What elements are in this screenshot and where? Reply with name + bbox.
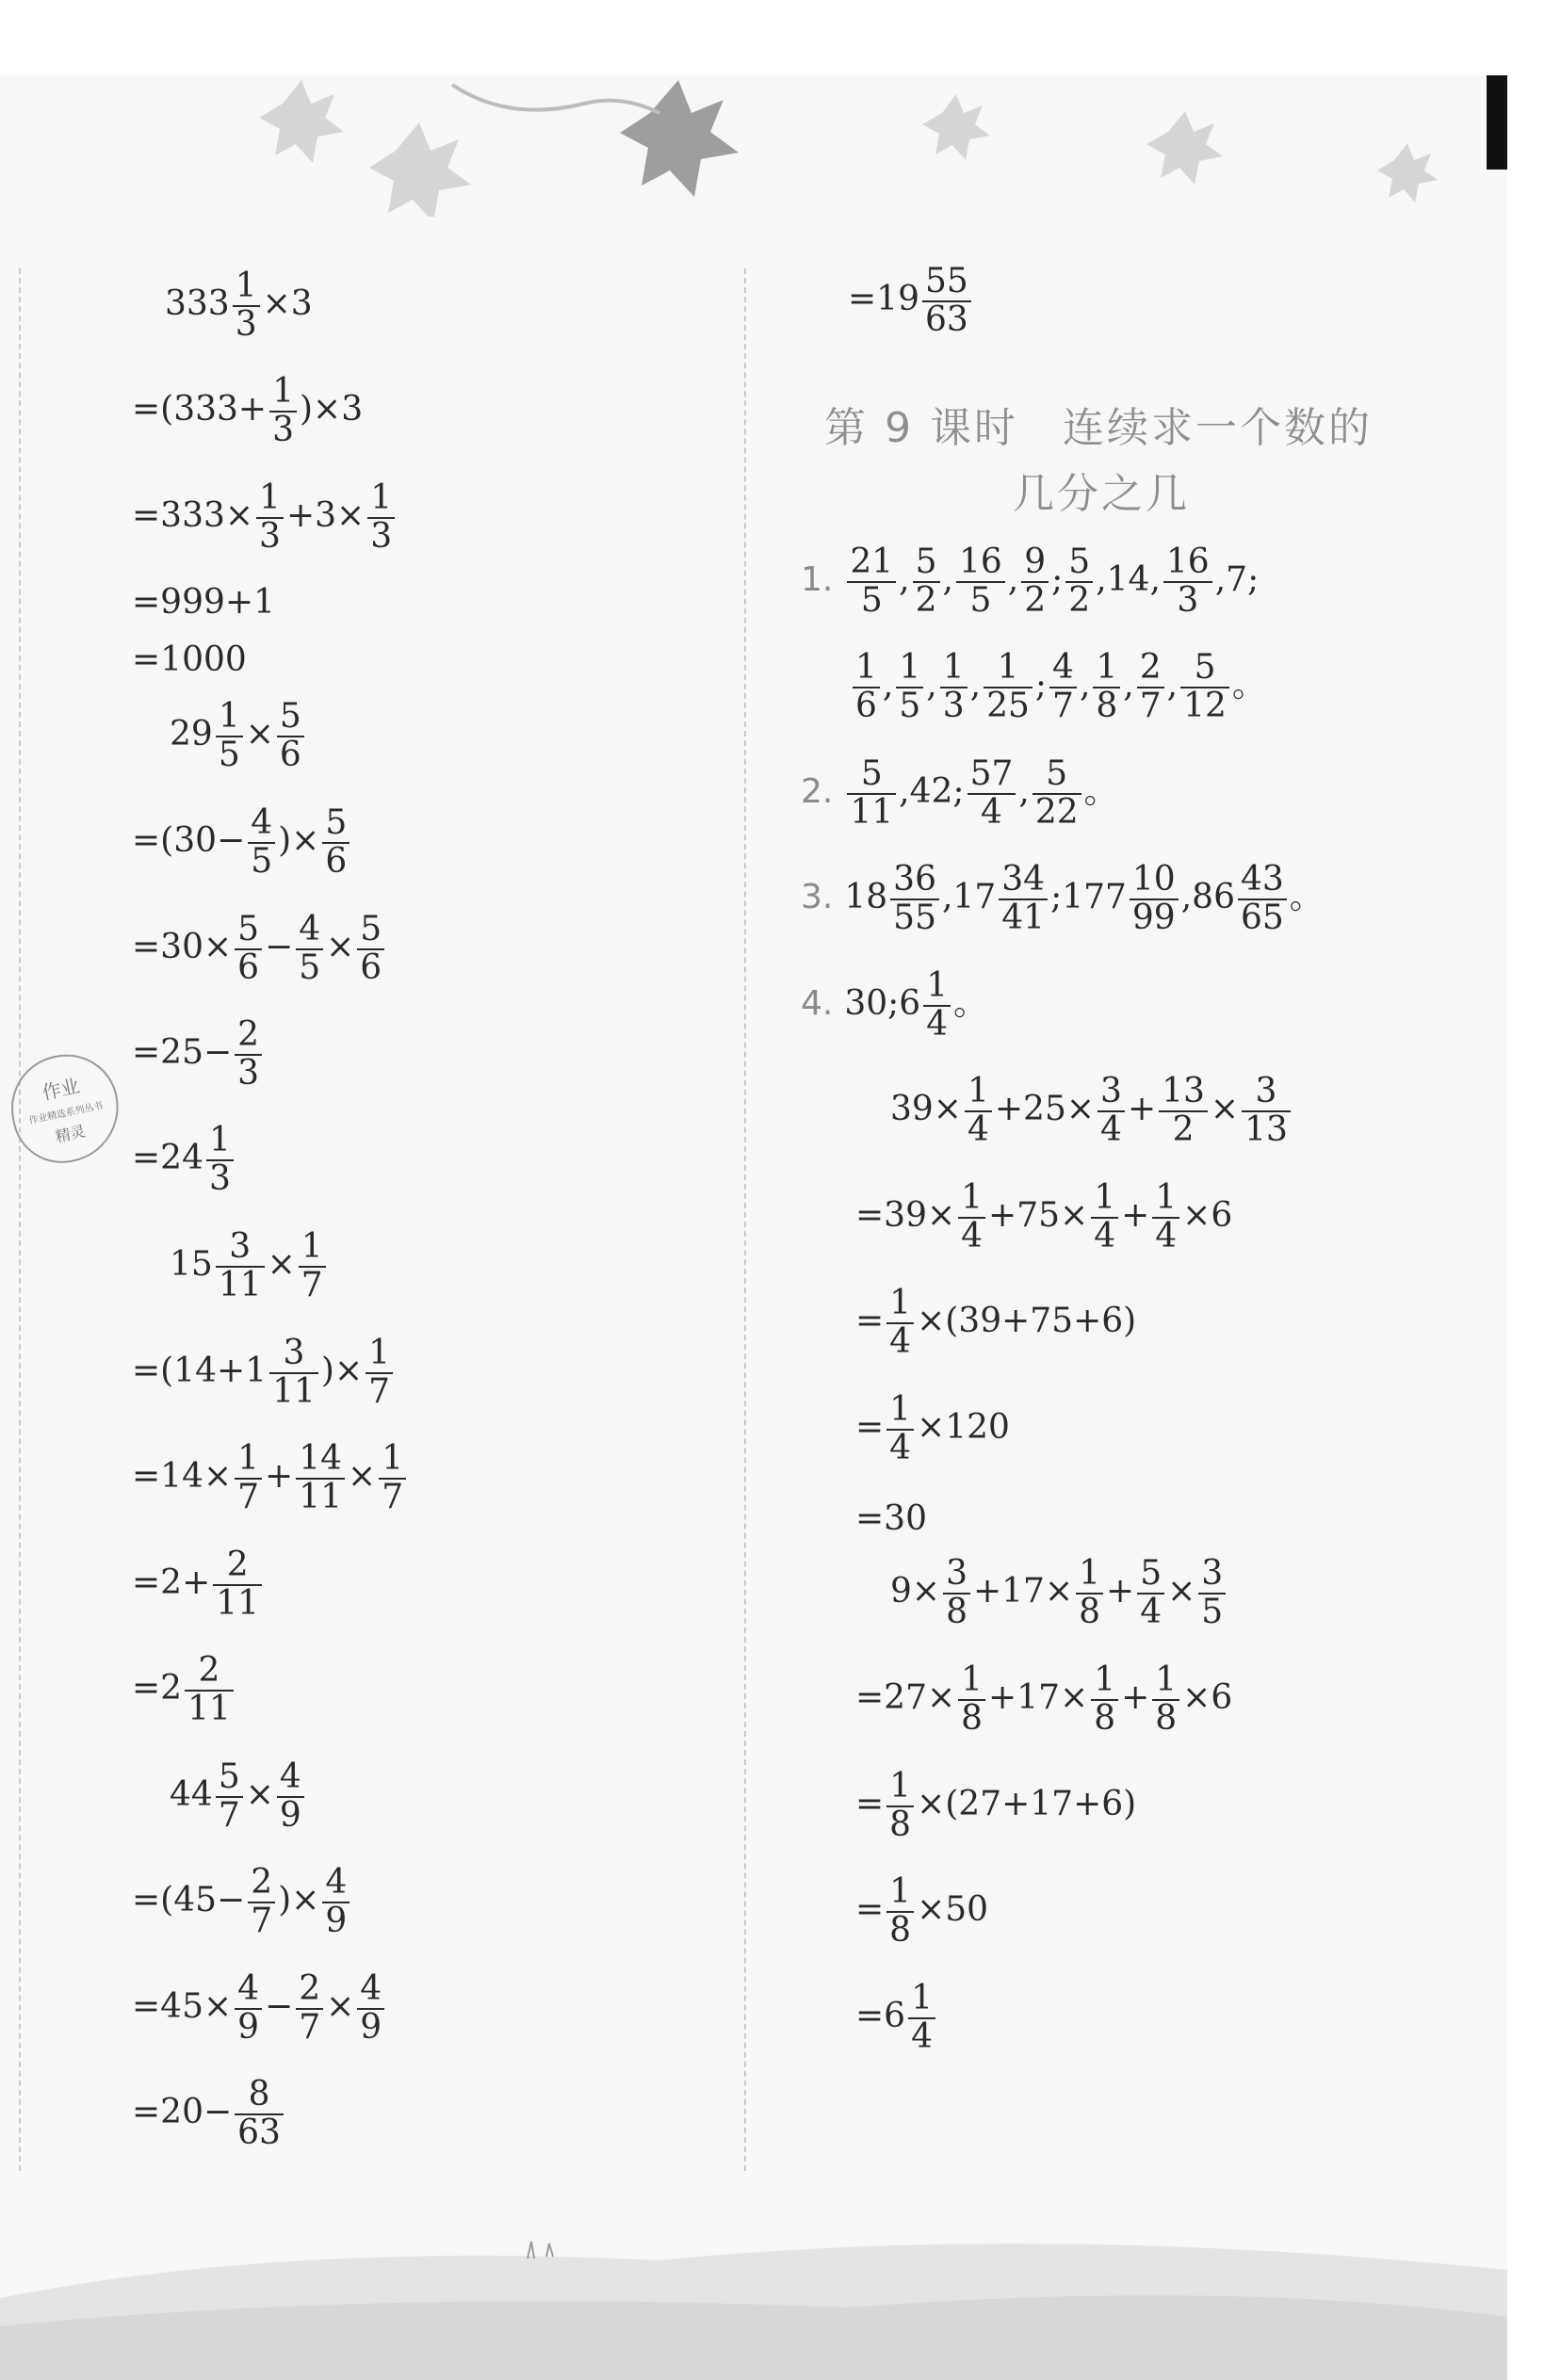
fraction: $\frac{1}{8}$ bbox=[1093, 650, 1120, 725]
question-1-line-2: $\frac{1}{6}$ , $\frac{1}{5}$ , $\frac{1}{3}$ , $\frac{1}{25}$ ; $\frac{4}{7}$ , $\frac{1}{8}$ , $\frac{2}{7}$ , $\frac{5}{12}$ 。 bbox=[850, 650, 1266, 725]
fraction: $\frac{10}{99}$ bbox=[1130, 862, 1179, 937]
right-line-2: =39× $\frac{1}{4}$ +75× $\frac{1}{4}$ + $\frac{1}{4}$ ×6 bbox=[855, 1178, 1233, 1255]
fraction: $\frac{8}{63}$ bbox=[235, 2077, 284, 2152]
fraction: $\frac{1}{4}$ bbox=[923, 968, 951, 1044]
fraction: $\frac{1}{5}$ bbox=[896, 650, 923, 725]
fraction: $\frac{1}{3}$ bbox=[940, 650, 967, 725]
fraction: $\frac{3}{11}$ bbox=[269, 1336, 318, 1411]
lesson-heading-line-1: 第 9 课时 连续求一个数的 bbox=[824, 404, 1373, 452]
fraction: $\frac{1}{4}$ bbox=[886, 1392, 914, 1467]
page-binding-edge bbox=[1487, 75, 1507, 170]
fraction: $\frac{3}{11}$ bbox=[216, 1229, 265, 1304]
right-line-7: =27× $\frac{1}{8}$ +17× $\frac{1}{8}$ + $\frac{1}{8}$ ×6 bbox=[855, 1660, 1233, 1738]
fraction: $\frac{34}{41}$ bbox=[999, 862, 1048, 937]
fraction: $\frac{1}{8}$ bbox=[886, 1769, 914, 1844]
fraction: $\frac{2}{7}$ bbox=[248, 1865, 275, 1940]
left-line-1: 333 $\frac{1}{3}$ ×3 bbox=[165, 267, 313, 344]
stamp-name: 精灵 bbox=[54, 1122, 88, 1146]
right-line-10: =6 $\frac{1}{4}$ bbox=[855, 1981, 938, 2056]
left-margin-line bbox=[19, 268, 21, 2171]
fraction: $\frac{1}{3}$ bbox=[233, 268, 260, 344]
right-line-8: = $\frac{1}{8}$ ×(27+17+6) bbox=[855, 1767, 1137, 1844]
fraction: $\frac{1}{5}$ bbox=[216, 699, 243, 774]
fraction: $\frac{55}{63}$ bbox=[922, 264, 971, 339]
question-3: 3. 18 $\frac{36}{55}$ ,17 $\frac{34}{41}$ ;177 $\frac{10}{99}$ ,86 $\frac{43}{65}$ 。 bbox=[801, 860, 1324, 937]
fraction: $\frac{36}{55}$ bbox=[890, 862, 939, 937]
left-line-5: =1000 bbox=[132, 640, 247, 679]
left-line-14: =2+ $\frac{2}{11}$ bbox=[132, 1547, 265, 1623]
fraction: $\frac{1}{7}$ bbox=[299, 1229, 326, 1304]
left-line-16: 44 $\frac{5}{7}$ × $\frac{4}{9}$ bbox=[170, 1759, 307, 1835]
fraction: $\frac{4}{9}$ bbox=[277, 1759, 304, 1835]
fraction: $\frac{57}{4}$ bbox=[967, 756, 1016, 832]
stamp-title: 作业 bbox=[40, 1074, 82, 1105]
fraction: $\frac{5}{2}$ bbox=[1065, 544, 1093, 620]
fraction: $\frac{4}{9}$ bbox=[235, 1971, 262, 2047]
fraction: $\frac{1}{8}$ bbox=[958, 1662, 985, 1738]
lesson-heading-line-2: 几分之几 bbox=[1013, 470, 1190, 518]
fraction: $\frac{5}{11}$ bbox=[847, 756, 896, 832]
question-3-number: 3. bbox=[801, 877, 834, 916]
fraction: $\frac{1}{3}$ bbox=[206, 1123, 234, 1198]
left-line-4: =999+1 bbox=[132, 583, 275, 622]
fraction: $\frac{1}{8}$ bbox=[1076, 1556, 1103, 1631]
left-line-6: 29 $\frac{1}{5}$ × $\frac{5}{6}$ bbox=[170, 699, 307, 774]
left-line-17: =(45− $\frac{2}{7}$ )× $\frac{4}{9}$ bbox=[132, 1865, 352, 1940]
fraction: $\frac{1}{8}$ bbox=[886, 1874, 914, 1950]
fraction: $\frac{4}{7}$ bbox=[1049, 650, 1077, 725]
fraction: $\frac{5}{6}$ bbox=[235, 912, 262, 987]
fraction: $\frac{13}{2}$ bbox=[1159, 1074, 1208, 1149]
fraction: $\frac{3}{4}$ bbox=[1098, 1074, 1125, 1149]
fraction: $\frac{2}{7}$ bbox=[296, 1971, 323, 2047]
stamp-subtitle: 作业精选系列丛书 bbox=[27, 1100, 105, 1127]
right-line-5: =30 bbox=[855, 1499, 927, 1538]
question-1-number: 1. bbox=[801, 559, 834, 599]
fraction: $\frac{1}{3}$ bbox=[269, 374, 297, 449]
left-line-15: =2 $\frac{2}{11}$ bbox=[132, 1653, 236, 1728]
fraction: $\frac{2}{11}$ bbox=[185, 1653, 234, 1728]
left-line-9: =25− $\frac{2}{3}$ bbox=[132, 1017, 265, 1093]
fraction: $\frac{9}{2}$ bbox=[1021, 544, 1049, 620]
fraction: $\frac{5}{22}$ bbox=[1033, 756, 1081, 832]
fraction: $\frac{1}{7}$ bbox=[366, 1336, 393, 1411]
left-line-11: 15 $\frac{3}{11}$ × $\frac{1}{7}$ bbox=[170, 1229, 329, 1304]
right-line-6: 9× $\frac{3}{8}$ +17× $\frac{1}{8}$ + $\frac{5}{4}$ × $\frac{3}{5}$ bbox=[890, 1556, 1228, 1631]
fraction: $\frac{1}{8}$ bbox=[1152, 1662, 1179, 1738]
fraction: $\frac{5}{2}$ bbox=[913, 544, 940, 620]
right-line-1: 39× $\frac{1}{4}$ +25× $\frac{3}{4}$ + $\frac{13}{2}$ × $\frac{3}{13}$ bbox=[890, 1074, 1293, 1149]
question-4-number: 4. bbox=[801, 983, 834, 1023]
left-line-10: =24 $\frac{1}{3}$ bbox=[132, 1123, 236, 1198]
fraction: $\frac{43}{65}$ bbox=[1238, 862, 1287, 937]
fraction: $\frac{2}{11}$ bbox=[213, 1547, 262, 1623]
fraction: $\frac{1}{3}$ bbox=[256, 480, 284, 556]
fraction: $\frac{4}{9}$ bbox=[322, 1865, 350, 1940]
left-line-3: =333× $\frac{1}{3}$ +3× $\frac{1}{3}$ bbox=[132, 480, 398, 556]
fraction: $\frac{1}{8}$ bbox=[1091, 1662, 1118, 1738]
left-line-8: =30× $\frac{5}{6}$ − $\frac{4}{5}$ × $\frac{5}{6}$ bbox=[132, 912, 387, 987]
left-line-18: =45× $\frac{4}{9}$ − $\frac{2}{7}$ × $\frac{4}{9}$ bbox=[132, 1971, 387, 2047]
left-line-2: =(333+ $\frac{1}{3}$ )×3 bbox=[132, 372, 364, 449]
right-line-9: = $\frac{1}{8}$ ×50 bbox=[855, 1872, 989, 1950]
fraction: $\frac{1}{25}$ bbox=[984, 650, 1033, 725]
fraction: $\frac{3}{5}$ bbox=[1198, 1556, 1226, 1631]
question-2: 2. $\frac{5}{11}$ ,42; $\frac{57}{4}$ , $\frac{5}{22}$ 。 bbox=[801, 754, 1118, 832]
fraction: $\frac{21}{5}$ bbox=[847, 544, 896, 620]
fraction: $\frac{3}{13}$ bbox=[1242, 1074, 1291, 1149]
question-2-number: 2. bbox=[801, 771, 834, 811]
column-divider bbox=[744, 268, 746, 2171]
fraction: $\frac{1}{3}$ bbox=[367, 480, 395, 556]
question-4: 4. 30;6 $\frac{1}{4}$ 。 bbox=[801, 966, 988, 1044]
right-line-3: = $\frac{1}{4}$ ×(39+75+6) bbox=[855, 1284, 1137, 1361]
fraction: $\frac{16}{5}$ bbox=[956, 544, 1005, 620]
fraction: $\frac{16}{3}$ bbox=[1163, 544, 1212, 620]
fraction: $\frac{5}{6}$ bbox=[322, 805, 350, 881]
fraction: $\frac{5}{6}$ bbox=[357, 912, 384, 987]
fraction: $\frac{1}{4}$ bbox=[886, 1286, 914, 1361]
fraction: $\frac{3}{8}$ bbox=[943, 1556, 970, 1631]
fraction: $\frac{4}{5}$ bbox=[248, 805, 275, 881]
fraction: $\frac{14}{11}$ bbox=[296, 1441, 345, 1516]
fraction: $\frac{2}{3}$ bbox=[235, 1017, 262, 1093]
fraction: $\frac{1}{4}$ bbox=[1091, 1180, 1118, 1255]
left-line-7: =(30− $\frac{4}{5}$ )× $\frac{5}{6}$ bbox=[132, 805, 352, 881]
right-line-0: =19 $\frac{55}{63}$ bbox=[848, 264, 974, 339]
fraction: $\frac{1}{4}$ bbox=[1152, 1180, 1179, 1255]
grass-decoration-bottom bbox=[0, 2185, 1561, 2380]
fraction: $\frac{1}{7}$ bbox=[235, 1441, 262, 1516]
left-line-13: =14× $\frac{1}{7}$ + $\frac{14}{11}$ × $\frac{1}{7}$ bbox=[132, 1441, 409, 1516]
left-line-12: =(14+1 $\frac{3}{11}$ )× $\frac{1}{7}$ bbox=[132, 1336, 396, 1411]
fraction: $\frac{1}{4}$ bbox=[958, 1180, 985, 1255]
fraction: $\frac{1}{4}$ bbox=[908, 1981, 935, 2056]
fraction: $\frac{4}{9}$ bbox=[357, 1971, 384, 2047]
fraction: $\frac{4}{5}$ bbox=[296, 912, 323, 987]
fraction: $\frac{5}{4}$ bbox=[1137, 1556, 1164, 1631]
fraction: $\frac{1}{4}$ bbox=[965, 1074, 992, 1149]
fraction: $\frac{5}{12}$ bbox=[1180, 650, 1229, 725]
leaf-decoration-top bbox=[0, 75, 1507, 217]
fraction: $\frac{5}{6}$ bbox=[277, 699, 304, 774]
fraction: $\frac{2}{7}$ bbox=[1137, 650, 1164, 725]
question-1-line-1: 1. $\frac{21}{5}$ , $\frac{5}{2}$ , $\frac{16}{5}$ , $\frac{9}{2}$ ; $\frac{5}{2}$ ,14, $\frac{16}{3}$ ,7; bbox=[801, 542, 1260, 620]
left-line-19: =20− $\frac{8}{63}$ bbox=[132, 2077, 286, 2152]
fraction: $\frac{1}{7}$ bbox=[379, 1441, 406, 1516]
right-line-4: = $\frac{1}{4}$ ×120 bbox=[855, 1390, 1010, 1467]
fraction: $\frac{5}{7}$ bbox=[216, 1759, 243, 1835]
fraction: $\frac{1}{6}$ bbox=[853, 650, 880, 725]
